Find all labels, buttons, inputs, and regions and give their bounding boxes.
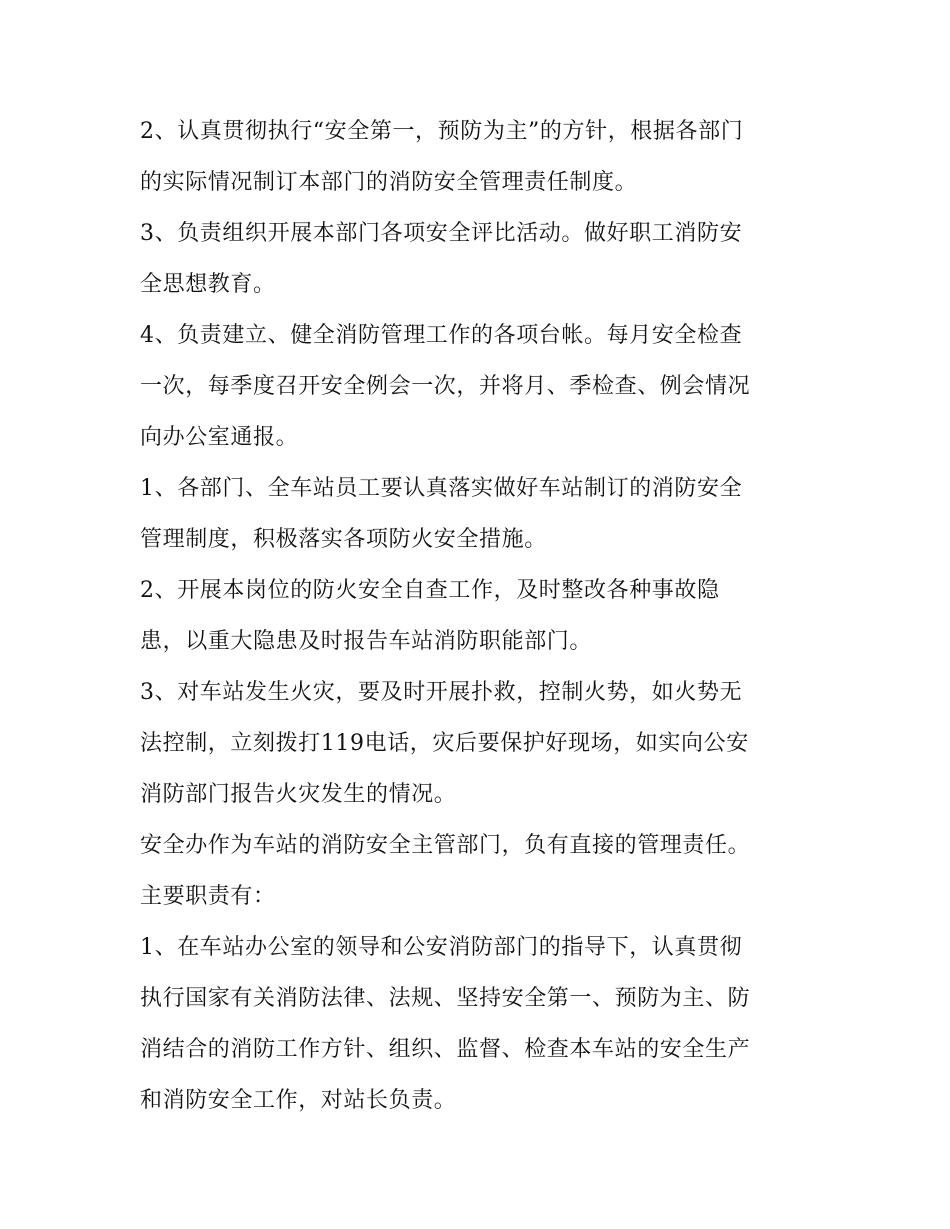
text-line: 3、负责组织开展本部门各项安全评比活动。做好职工消防安 xyxy=(140,221,743,246)
text-line: 全思想教育。 xyxy=(140,272,276,297)
text-line: 一次，每季度召开安全例会一次，并将月、季检查、例会情况 xyxy=(140,374,751,399)
document-body xyxy=(140,106,820,1126)
text-line: 安全办作为车站的消防安全主管部门，负有直接的管理责任。 xyxy=(140,833,751,858)
text-line: 2、开展本岗位的防火安全自查工作，及时整改各种事故隐 xyxy=(140,578,720,603)
text-line: 患，以重大隐患及时报告车站消防职能部门。 xyxy=(140,629,593,654)
text-line: 向办公室通报。 xyxy=(140,425,299,450)
text-line: 法控制，立刻拨打119电话，灾后要保护好现场，如实向公安 xyxy=(140,731,749,756)
text-line: 管理制度，积极落实各项防火安全措施。 xyxy=(140,527,547,552)
text-line: 和消防安全工作，对站长负责。 xyxy=(140,1088,457,1113)
text-line: 2、认真贯彻执行“安全第一，预防为主”的方针，根据各部门 xyxy=(140,119,744,144)
text-line: 消结合的消防工作方针、组织、监督、检查本车站的安全生产 xyxy=(140,1037,751,1062)
text-line: 3、对车站发生火灾，要及时开展扑救，控制火势，如火势无 xyxy=(140,680,743,705)
text-line: 主要职责有： xyxy=(140,884,276,909)
text-line: 1、各部门、全车站员工要认真落实做好车站制订的消防安全 xyxy=(140,476,743,501)
text-line: 1、在车站办公室的领导和公安消防部门的指导下，认真贯彻 xyxy=(140,935,743,960)
text-line: 的实际情况制订本部门的消防安全管理责任制度。 xyxy=(140,170,638,195)
text-line: 消防部门报告火灾发生的情况。 xyxy=(140,782,457,807)
text-line: 执行国家有关消防法律、法规、坚持安全第一、预防为主、防 xyxy=(140,986,751,1011)
text-line: 4、负责建立、健全消防管理工作的各项台帐。每月安全检查 xyxy=(140,323,743,348)
